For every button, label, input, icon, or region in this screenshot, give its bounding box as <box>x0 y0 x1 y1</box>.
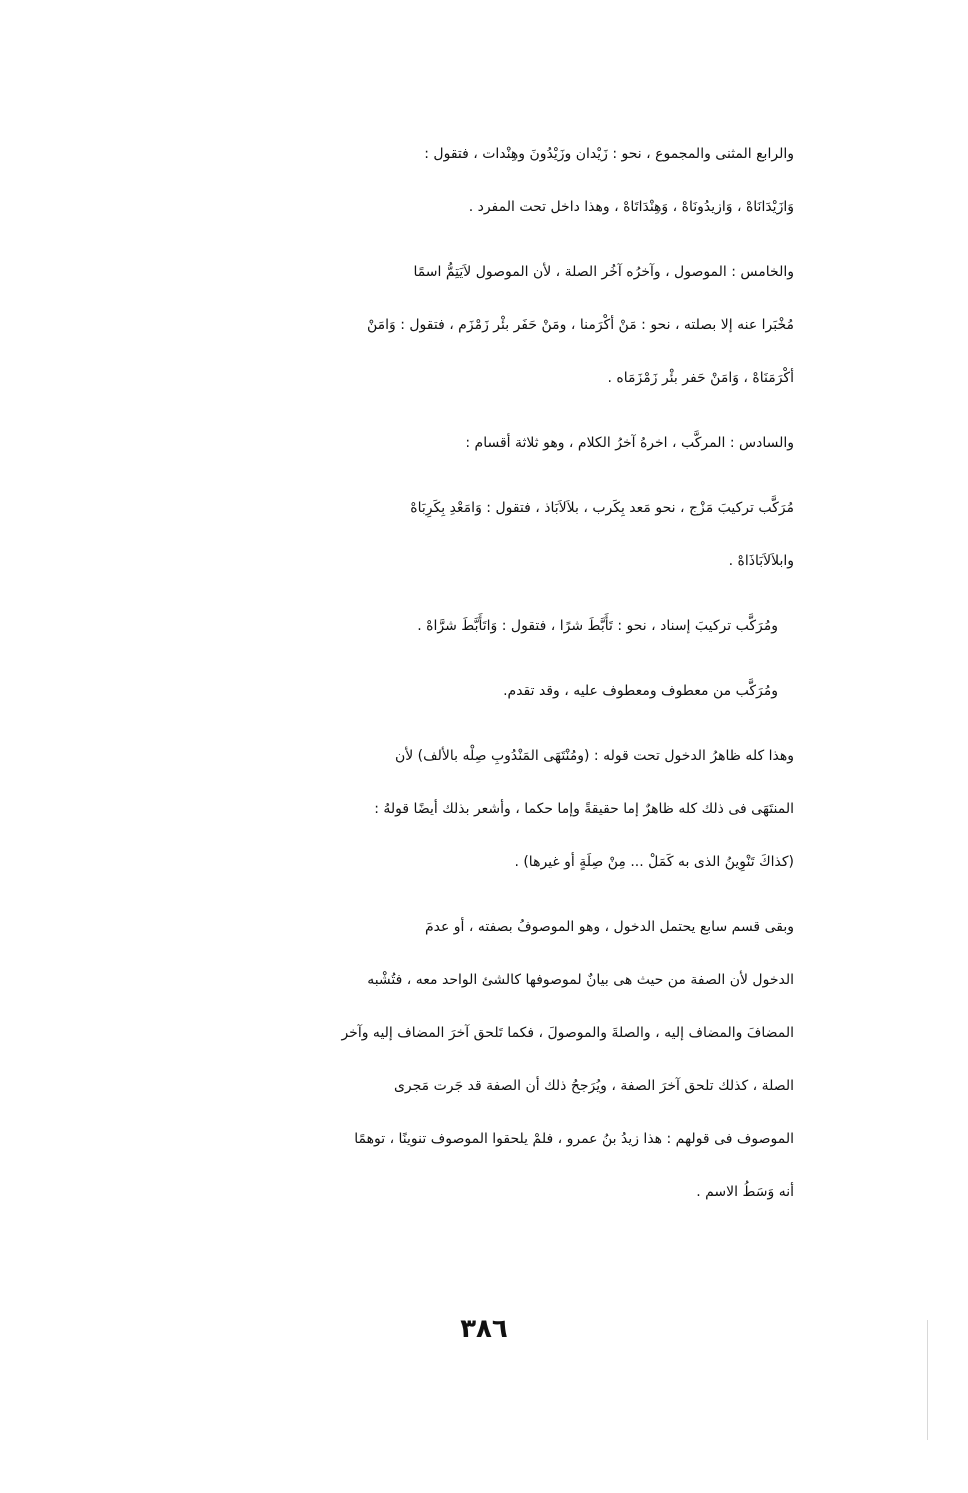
text-line: وبقى قسم سابع يحتمل الدخول ، وهو الموصوفُ بصفته ، أو عدمَ <box>424 919 794 935</box>
text-line: وابلاَلاَبَاذَاهْ . <box>728 553 794 569</box>
text-line: الصلة ، كذلك تلحق آخرَ الصفة ، ويُرَجحُ ذلك أن الصفة قد جَرت مَجرى <box>393 1078 794 1094</box>
paragraph <box>100 482 840 588</box>
text-line: مُخْبَرا عنه إلا بصلته ، نحو : مَنْ أكْرَمنا ، ومَنْ حَفَر بئْر زَمْزَم ، فتقول : وَامَنْ <box>366 317 794 333</box>
text-line: مُرَكَّب تركيبَ مَزْج ، نحو مَعد بِكَرب ، بلاَلاَبَاذ ، فتقول : وَامَعْدِ بِكَرِبَاهْ <box>410 500 794 516</box>
paragraph <box>100 246 840 405</box>
paragraph <box>100 600 840 653</box>
text-line: أكْرَمَنَاهْ ، وَامَنْ حَفر بئْر زَمْزَمَاه . <box>607 370 794 386</box>
page-body <box>100 128 840 1231</box>
text-line: ومُرَكَّب تركيبَ إسناد ، نحو : تَأَبَّطَ شرًا ، فتقول : وَاتَأَبَّطَ شرَّاهْ . <box>417 618 778 634</box>
text-line: الموصوف فى قولهم : هذا زيدُ بنُ عمرو ، فلمْ يلحقوا الموصوف تنوينًا ، توهمًا <box>354 1131 794 1147</box>
paragraph <box>100 901 840 1219</box>
text-line: ومُرَكَّب من معطوف ومعطوف عليه ، وقد تقدم. <box>503 683 778 699</box>
text-line: (كذاكَ تَنْوِينُ الذى به كَمَلْ ... مِنْ صِلَةٍ أو غيرها) . <box>514 854 794 870</box>
text-line: والرابع المثنى والمجموع ، نحو : زَيْدان وزَيْدُونَ وهِنْدات ، فتقول : <box>424 146 794 162</box>
paragraph <box>100 128 840 234</box>
paragraph <box>100 665 840 718</box>
text-line: والسادس : المركَّب ، اخرهُ آخرُ الكلام ، وهو ثلاثة أقسام : <box>465 435 794 451</box>
page-number: ٣٨٦ <box>460 1314 508 1344</box>
text-line: والخامس : الموصول ، وآخرُه آخُر الصلة ، لأن الموصول لاَيَتِمُّ اسمًا <box>413 264 794 280</box>
paragraph <box>100 417 840 470</box>
scan-edge-line <box>927 1320 928 1440</box>
text-line: وَازَيْدَانَاهْ ، وَازيدُونَاهْ ، وَهِنْدَاتَاهْ ، وهذا داخل تحت المفرد . <box>468 199 794 215</box>
text-line: وهذا كله ظاهرُ الدخول تحت قوله : (ومُنْتَهَى المَنْدُوبِ صِلْه بالألف) لأن <box>394 748 794 764</box>
text-line: المضافَ والمضاف إليه ، والصلةَ والموصولَ ، فكما تَلحق آخرَ المضاف إليه وآخر <box>341 1025 794 1041</box>
text-line: أنه وَسَطُ الاسم . <box>696 1184 794 1200</box>
text-line: المنتَهَى فى ذلك كله ظاهرٌ إما حقيقةً وإما حكما ، وأشعر بذلك أيضًا قولهُ : <box>374 801 794 817</box>
paragraph <box>100 730 840 889</box>
text-line: الدخول لأن الصفة من حيث هى بيانٌ لموصوفها كالشئ الواحد معه ، فتُشْبه <box>367 972 794 988</box>
